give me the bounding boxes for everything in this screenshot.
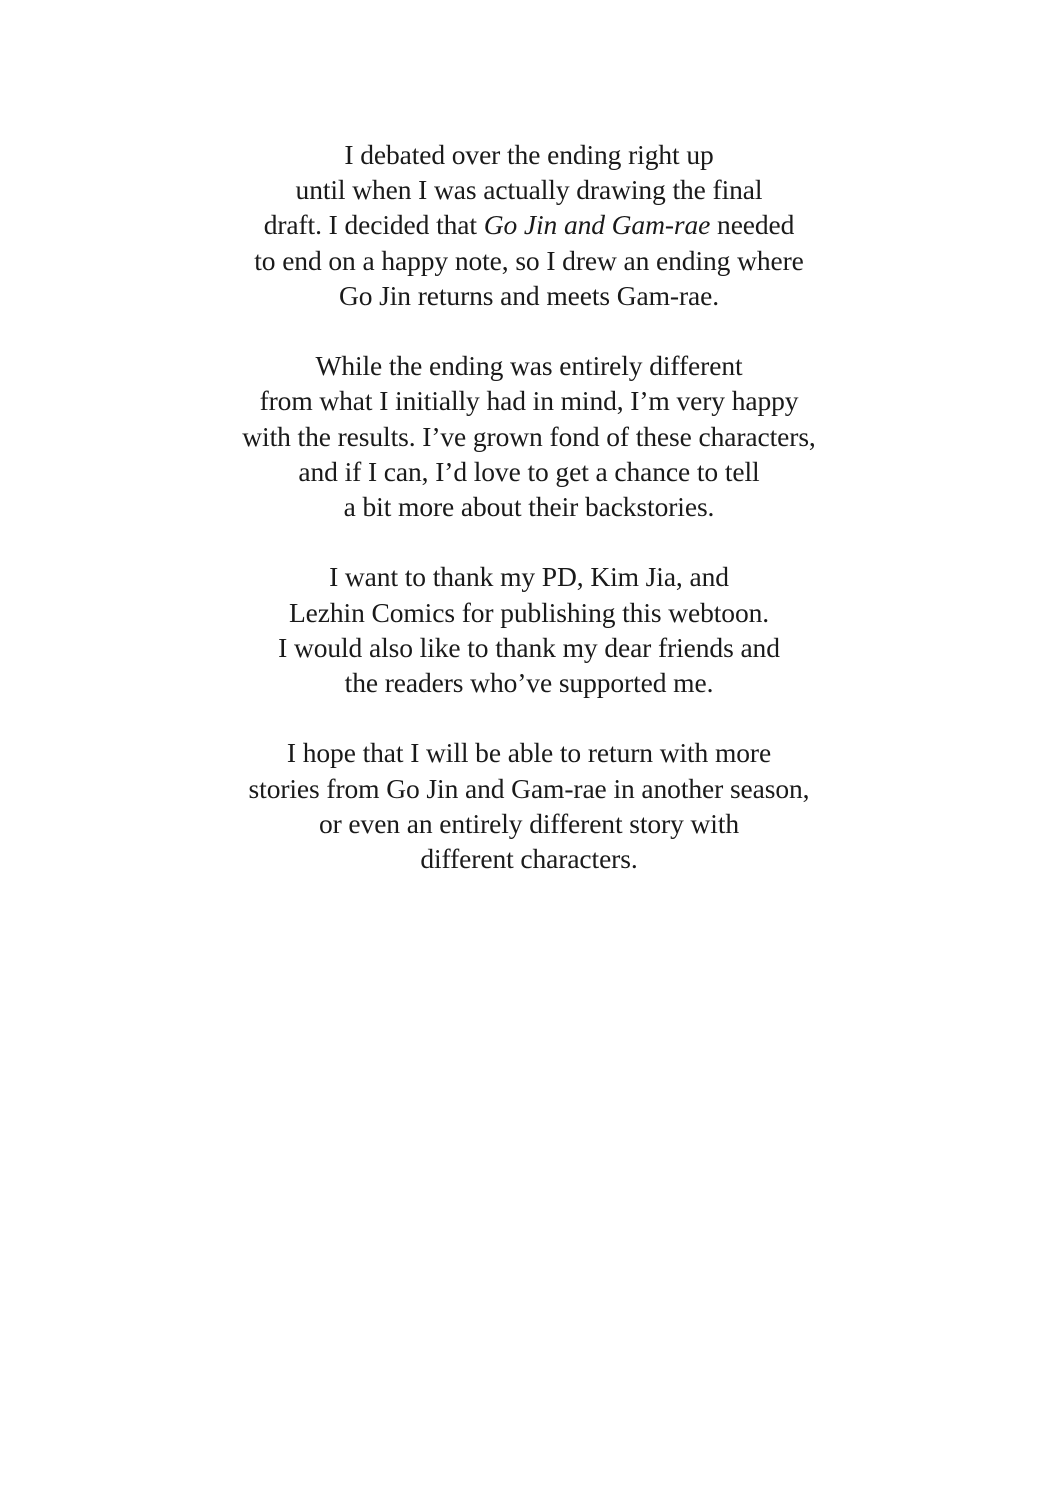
text-line: I would also like to thank my dear friends and — [278, 631, 780, 663]
text-line: with the results. I’ve grown fond of these characters, — [242, 420, 816, 452]
text-line: and if I can, I’d love to get a chance to tell — [298, 455, 760, 487]
text-line: Lezhin Comics for publishing this webtoon. — [288, 596, 770, 628]
paragraph-4 — [0, 735, 1058, 876]
paragraph-3 — [0, 559, 1058, 700]
text-line: from what I initially had in mind, I’m very happy — [259, 385, 799, 417]
text-line: until when I was actually drawing the final — [295, 174, 763, 206]
text-line: a bit more about their backstories. — [343, 491, 715, 523]
text-line: stories from Go Jin and Gam-rae in another season, — [248, 772, 810, 804]
text-line: to end on a happy note, so I drew an ending where — [254, 244, 804, 276]
paragraph-1 — [0, 137, 1058, 313]
text-line: I debated over the ending right up — [344, 139, 714, 170]
work-title-italic: Go Jin and Gam-rae — [483, 209, 711, 241]
text-line: the readers who’ve supported me. — [344, 667, 714, 699]
text-line: While the ending was entirely different — [315, 350, 743, 382]
text-line: or even an entirely different story with — [318, 807, 740, 839]
text-line: I want to thank my PD, Kim Jia, and — [329, 561, 729, 593]
text-line: different characters. — [420, 843, 638, 875]
text-line: draft. I decided that Go Jin and Gam-rae needed — [263, 209, 795, 241]
text-line: I hope that I will be able to return with more — [286, 737, 772, 769]
text-line: Go Jin returns and meets Gam-rae. — [338, 279, 720, 311]
paragraph-2 — [0, 348, 1058, 524]
afterword-text — [0, 137, 1058, 911]
